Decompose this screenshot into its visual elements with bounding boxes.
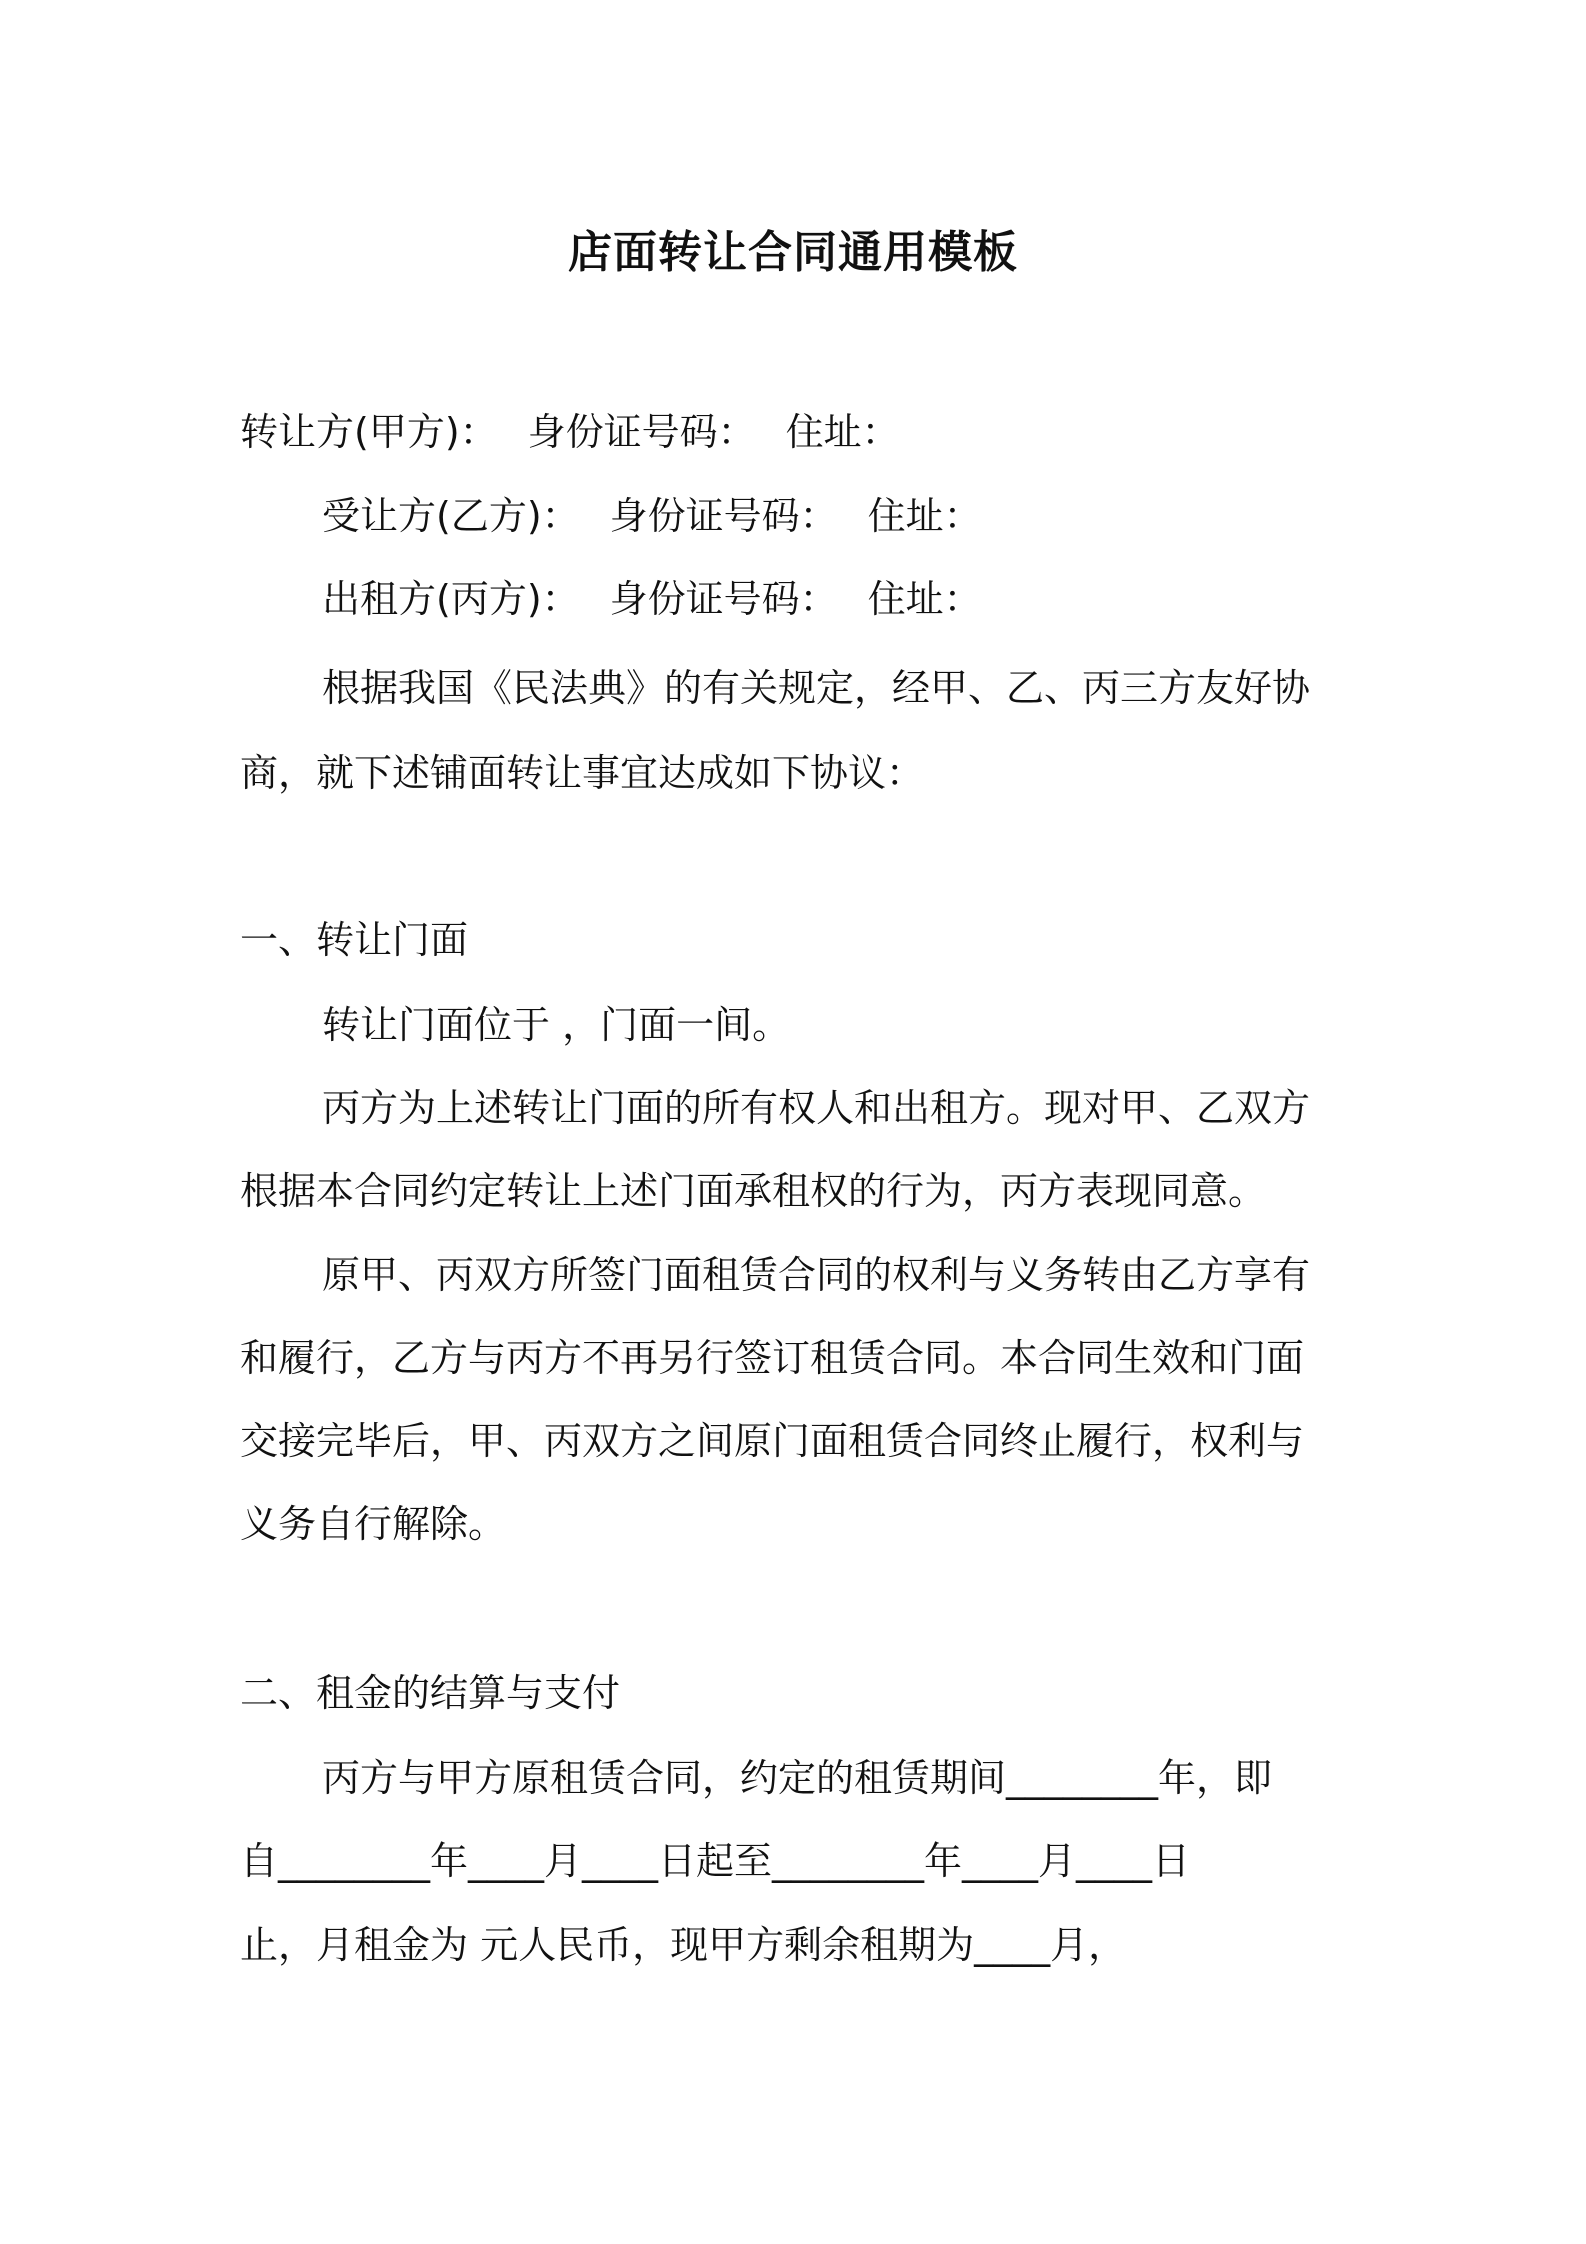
paragraph-line: 根据本合同约定转让上述门面承租权的行为，丙方表现同意。 xyxy=(240,1169,1267,1213)
paragraph-line: 丙方为上述转让门面的所有权人和出租方。现对甲、乙双方 xyxy=(322,1086,1311,1130)
paragraph-line: 止，月租金为 元人民币，现甲方剩余租期为____月， xyxy=(240,1923,1127,1967)
paragraph-line: 转让门面位于 ，门面一间。 xyxy=(322,1003,791,1047)
id-number-label: 身份证号码： xyxy=(527,410,756,454)
paragraph-line: 丙方与甲方原租赁合同，约定的租赁期间________年，即 xyxy=(322,1756,1273,1800)
intro-line: 根据我国《民法典》的有关规定，经甲、乙、丙三方友好协 xyxy=(322,666,1311,710)
paragraph-line: 和履行，乙方与丙方不再另行签订租赁合同。本合同生效和门面 xyxy=(240,1336,1305,1380)
section-heading: 二、租金的结算与支付 xyxy=(240,1671,621,1715)
id-number-label: 身份证号码： xyxy=(609,577,838,621)
address-label: 住址： xyxy=(867,494,982,538)
party-label: 出租方(丙方)： xyxy=(322,577,580,621)
address-label: 住址： xyxy=(867,577,982,621)
party-label: 受让方(乙方)： xyxy=(322,494,580,538)
id-number-label: 身份证号码： xyxy=(609,494,838,538)
party-line-transferor xyxy=(240,407,900,457)
party-line-lessor xyxy=(322,574,982,624)
page-title: 店面转让合同通用模板 xyxy=(568,227,1018,278)
paragraph-line: 原甲、丙双方所签门面租赁合同的权利与义务转由乙方享有 xyxy=(322,1253,1311,1297)
party-label: 转让方(甲方)： xyxy=(240,410,498,454)
paragraph-line: 自________年____月____日起至________年____月____日 xyxy=(240,1839,1191,1883)
paragraph-line: 交接完毕后，甲、丙双方之间原门面租赁合同终止履行，权利与 xyxy=(240,1419,1305,1463)
paragraph-line: 义务自行解除。 xyxy=(240,1502,507,1546)
intro-line: 商，就下述铺面转让事宜达成如下协议： xyxy=(240,751,925,795)
party-line-transferee xyxy=(322,491,982,541)
address-label: 住址： xyxy=(785,410,900,454)
section-heading: 一、转让门面 xyxy=(240,918,469,962)
